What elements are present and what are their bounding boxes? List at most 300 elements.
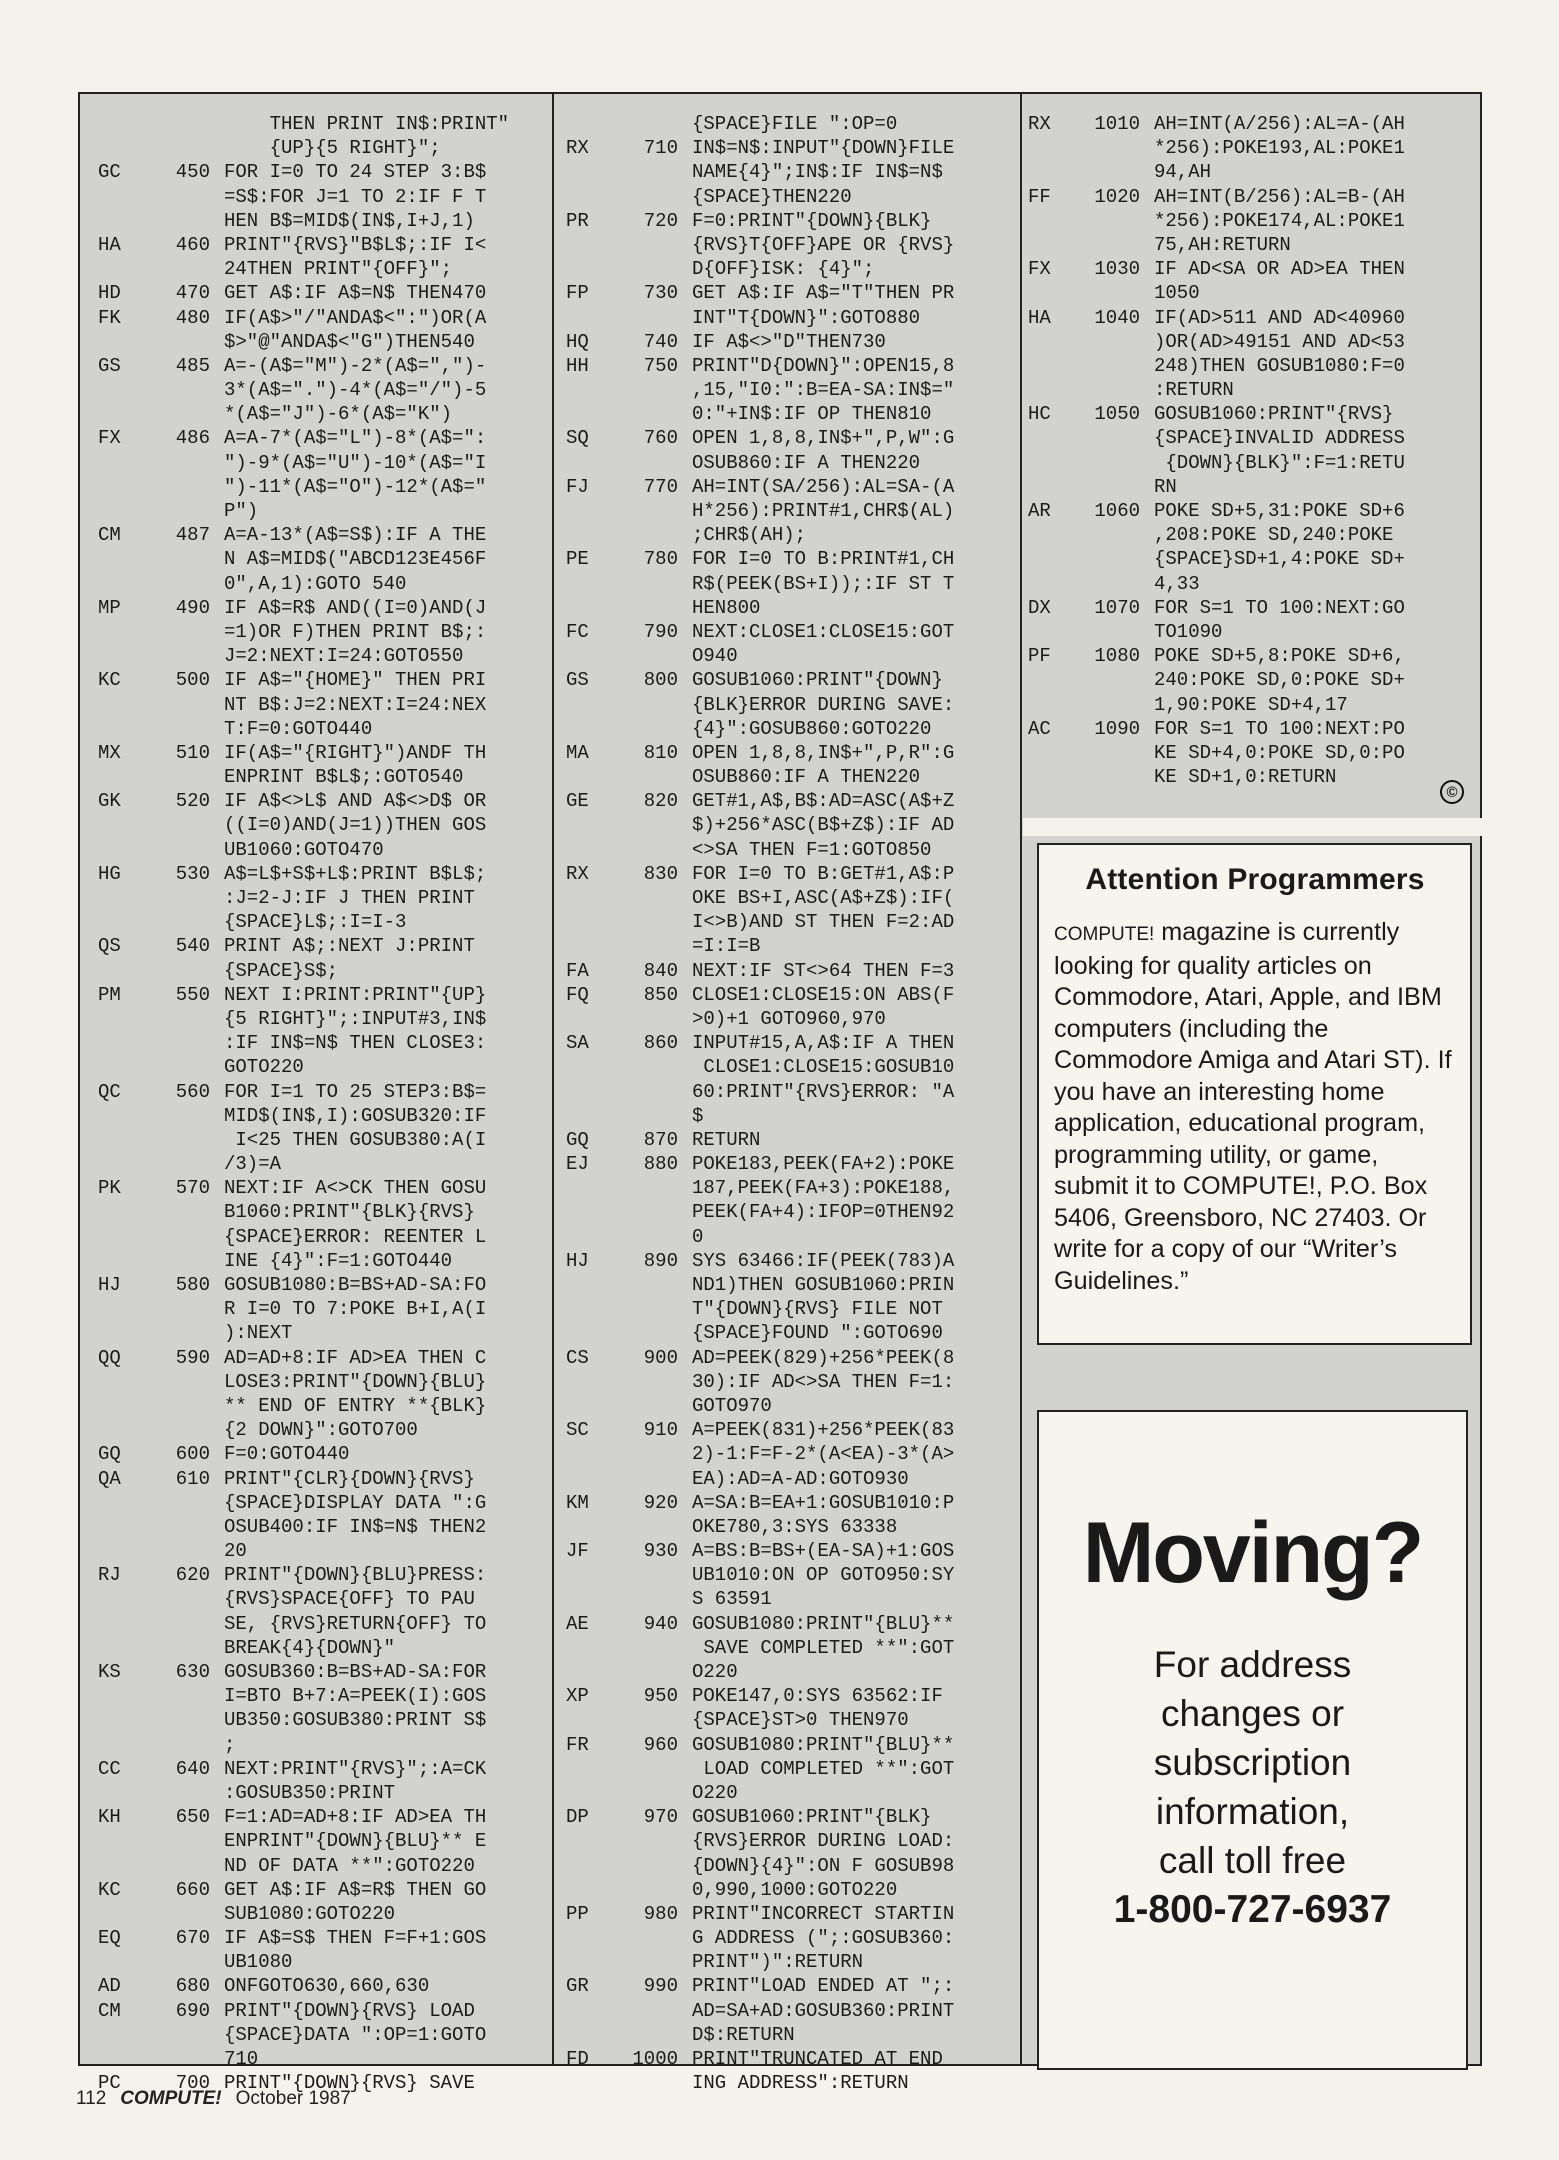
- listing-line: [98, 813, 528, 837]
- line-number: [612, 1854, 692, 1878]
- line-number: 480: [175, 306, 210, 329]
- line-number: [612, 1176, 692, 1200]
- line-number: 490: [175, 596, 210, 619]
- checksum-code: [566, 1950, 612, 1974]
- line-number: 1000: [632, 2048, 678, 2070]
- line-number: 920: [643, 1491, 678, 1514]
- line-number: [144, 209, 224, 233]
- code-text: HEN800: [692, 596, 761, 619]
- listing-line: [1028, 160, 1478, 184]
- code-text: F=0:GOTO440: [224, 1443, 350, 1466]
- line-number: [144, 1781, 224, 1805]
- listing-line: [566, 1152, 1006, 1176]
- code-text: *256):POKE193,AL:POKE1: [1154, 137, 1405, 160]
- listing-line: [566, 789, 1006, 813]
- listing-line: [566, 668, 1006, 692]
- listing-line: [566, 1926, 1006, 1950]
- checksum-code: [98, 959, 144, 983]
- listing-line: [1028, 547, 1478, 571]
- listing-line: [566, 547, 1006, 571]
- line-number: 510: [175, 741, 210, 764]
- code-text: POKE SD+5,8:POKE SD+6,: [1154, 645, 1405, 668]
- code-text: GET A$:IF A$="T"THEN PR: [692, 282, 955, 305]
- listing-line: [566, 1249, 1006, 1273]
- code-text: O940: [692, 645, 738, 668]
- code-text: *(A$="J")-6*(A$="K"): [224, 403, 453, 426]
- line-number: [144, 2047, 224, 2071]
- checksum-code: [98, 1249, 144, 1273]
- checksum-code: GC: [98, 161, 121, 184]
- checksum-code: [566, 838, 612, 862]
- checksum-code: FX: [98, 427, 121, 450]
- checksum-code: CM: [98, 524, 121, 547]
- checksum-code: [566, 233, 612, 257]
- code-text: :RETURN: [1154, 379, 1234, 402]
- checksum-code: [566, 1757, 612, 1781]
- listing-line: [566, 862, 1006, 886]
- listing-line: [98, 1515, 528, 1539]
- listing-line: [98, 378, 528, 402]
- checksum-code: CC: [98, 1757, 121, 1780]
- line-number: [1074, 741, 1154, 765]
- line-number: [1074, 209, 1154, 233]
- code-text: GOTO970: [692, 1394, 772, 1417]
- line-number: 460: [175, 233, 210, 256]
- listing-line: [98, 547, 528, 571]
- checksum-code: [98, 1854, 144, 1878]
- code-text: 1050: [1154, 282, 1200, 305]
- listing-line: [1028, 765, 1478, 789]
- line-number: [612, 1515, 692, 1539]
- listing-line: [566, 257, 1006, 281]
- listing-line: [566, 959, 1006, 983]
- checksum-code: RJ: [98, 1564, 121, 1587]
- line-number: 570: [175, 1177, 210, 1200]
- listing-line: [98, 910, 528, 934]
- code-text: PRINT"TRUNCATED AT END: [692, 2048, 943, 2070]
- checksum-code: [98, 1733, 144, 1757]
- code-text: KE SD+4,0:POKE SD,0:PO: [1154, 741, 1405, 764]
- listing-line: [1028, 644, 1478, 668]
- line-number: [612, 1394, 692, 1418]
- listing-line: [566, 1080, 1006, 1104]
- listing-line: [566, 1515, 1006, 1539]
- code-text: F=0:PRINT"{DOWN}{BLK}: [692, 209, 932, 232]
- line-number: [612, 1757, 692, 1781]
- line-number: 750: [643, 354, 678, 377]
- line-number: [612, 1370, 692, 1394]
- listing-line: [98, 160, 528, 184]
- line-number: 940: [643, 1612, 678, 1635]
- code-text: INE {4}":F=1:GOTO440: [224, 1249, 453, 1272]
- code-text: 2)-1:F=F-2*(A<EA)-3*(A>: [692, 1443, 955, 1466]
- line-number: [144, 2023, 224, 2047]
- code-text: A=A-13*(A$=S$):IF A THE: [224, 524, 487, 547]
- listing-column-3: [1028, 112, 1478, 789]
- code-text: NEXT:IF ST<>64 THEN F=3: [692, 959, 955, 982]
- listing-line: [98, 185, 528, 209]
- listing-line: [98, 644, 528, 668]
- listing-line: [98, 1829, 528, 1853]
- line-number: 640: [175, 1757, 210, 1780]
- code-text: D$:RETURN: [692, 2023, 795, 2046]
- listing-line: [1028, 354, 1478, 378]
- listing-line: [98, 499, 528, 523]
- checksum-code: [566, 1708, 612, 1732]
- listing-line: [1028, 717, 1478, 741]
- checksum-code: QA: [98, 1467, 121, 1490]
- line-number: 960: [643, 1733, 678, 1756]
- code-text: ;: [224, 1733, 236, 1756]
- listing-line: [98, 523, 528, 547]
- line-number: 730: [643, 282, 678, 305]
- listing-line: [1028, 112, 1478, 136]
- checksum-code: [98, 1491, 144, 1515]
- checksum-code: HH: [566, 354, 589, 377]
- checksum-code: [98, 886, 144, 910]
- code-text: {5 RIGHT}";:INPUT#3,IN$: [224, 1007, 487, 1030]
- checksum-code: [98, 451, 144, 475]
- listing-line: [98, 838, 528, 862]
- listing-line: [566, 499, 1006, 523]
- line-number: [144, 547, 224, 571]
- code-text: ING ADDRESS":RETURN: [692, 2072, 909, 2095]
- checksum-code: [1028, 523, 1074, 547]
- checksum-code: [566, 1878, 612, 1902]
- code-text: A=A-7*(A$="L")-8*(A$=":: [224, 427, 487, 450]
- code-text: G ADDRESS (";:GOSUB360:: [692, 1927, 955, 1950]
- checksum-code: [566, 1660, 612, 1684]
- listing-line: [98, 2023, 528, 2047]
- code-text: FOR I=1 TO 25 STEP3:B$=: [224, 1080, 487, 1103]
- code-text: BREAK{4}{DOWN}": [224, 1636, 396, 1659]
- listing-line: [566, 1128, 1006, 1152]
- listing-line: [98, 330, 528, 354]
- line-number: [144, 1612, 224, 1636]
- checksum-code: GE: [566, 790, 589, 813]
- line-number: 980: [643, 1902, 678, 1925]
- code-text: LOAD COMPLETED **":GOT: [692, 1757, 955, 1780]
- code-text: NEXT I:PRINT:PRINT"{UP}: [224, 983, 487, 1006]
- code-text: UB350:GOSUB380:PRINT S$: [224, 1709, 487, 1732]
- line-number: [1074, 668, 1154, 692]
- line-number: 840: [643, 959, 678, 982]
- line-number: 485: [175, 354, 210, 377]
- line-number: [612, 1926, 692, 1950]
- line-number: [612, 499, 692, 523]
- listing-line: [1028, 596, 1478, 620]
- checksum-code: RX: [1028, 113, 1051, 135]
- checksum-code: [98, 644, 144, 668]
- code-text: N A$=MID$("ABCD123E456F: [224, 548, 487, 571]
- listing-line: [98, 1370, 528, 1394]
- magazine-name: COMPUTE!: [120, 2088, 222, 2109]
- code-text: R I=0 TO 7:POKE B+I,A(I: [224, 1298, 487, 1321]
- line-number: [612, 1200, 692, 1224]
- listing-line: [1028, 741, 1478, 765]
- listing-line: [566, 572, 1006, 596]
- code-text: 94,AH: [1154, 161, 1212, 184]
- line-number: [144, 330, 224, 354]
- listing-line: [98, 209, 528, 233]
- listing-line: [98, 1080, 528, 1104]
- attention-title: Attention Programmers: [1085, 863, 1425, 896]
- line-number: [612, 1660, 692, 1684]
- line-number: [612, 112, 692, 136]
- code-text: AD=SA+AD:GOSUB360:PRINT: [692, 1999, 955, 2022]
- line-number: [144, 1636, 224, 1660]
- line-number: [612, 813, 692, 837]
- code-text: O220: [692, 1661, 738, 1683]
- checksum-code: [98, 910, 144, 934]
- code-text: PRINT")":RETURN: [692, 1951, 864, 1974]
- line-number: 1090: [1094, 717, 1140, 740]
- line-number: 450: [175, 161, 210, 184]
- checksum-code: [98, 330, 144, 354]
- line-number: [144, 886, 224, 910]
- listing-line: [566, 426, 1006, 450]
- listing-line: [566, 1950, 1006, 1974]
- code-text: 75,AH:RETURN: [1154, 233, 1291, 256]
- code-text: 3*(A$=".")-4*(A$="/")-5: [224, 379, 487, 402]
- line-number: [612, 233, 692, 257]
- checksum-code: PF: [1028, 645, 1051, 668]
- listing-line: [566, 1176, 1006, 1200]
- checksum-code: [566, 1587, 612, 1611]
- code-text: 30):IF AD<>SA THEN F=1:: [692, 1370, 955, 1393]
- checksum-code: [566, 160, 612, 184]
- checksum-code: [98, 1708, 144, 1732]
- line-number: [1074, 233, 1154, 257]
- listing-line: [566, 886, 1006, 910]
- checksum-code: RX: [566, 862, 589, 885]
- line-number: [612, 1781, 692, 1805]
- checksum-code: [98, 1902, 144, 1926]
- checksum-code: [98, 2023, 144, 2047]
- code-text: ;CHR$(AH);: [692, 524, 807, 547]
- listing-line: [98, 1152, 528, 1176]
- line-number: 540: [175, 935, 210, 958]
- code-text: A=PEEK(831)+256*PEEK(83: [692, 1419, 955, 1442]
- checksum-code: [566, 1225, 612, 1249]
- listing-line: [566, 1636, 1006, 1660]
- listing-line: [98, 1684, 528, 1708]
- line-number: [612, 1563, 692, 1587]
- checksum-code: [566, 451, 612, 475]
- listing-line: [98, 1805, 528, 1829]
- listing-line: [566, 1031, 1006, 1055]
- code-text: {DOWN}{BLK}":F=1:RETU: [1154, 451, 1405, 474]
- code-text: PRINT"{RVS}"B$L$;:IF I<: [224, 233, 487, 256]
- line-number: [612, 160, 692, 184]
- code-text: AD=PEEK(829)+256*PEEK(8: [692, 1346, 955, 1369]
- checksum-code: AE: [566, 1612, 589, 1635]
- listing-line: [98, 281, 528, 305]
- line-number: [144, 112, 224, 136]
- line-number: [1074, 426, 1154, 450]
- code-text: CLOSE1:CLOSE15:ON ABS(F: [692, 983, 955, 1006]
- code-text: HEN B$=MID$(IN$,I+J,1): [224, 209, 475, 232]
- listing-line: [1028, 475, 1478, 499]
- listing-line: [98, 789, 528, 813]
- checksum-code: [98, 1950, 144, 1974]
- copyright-icon: ©: [1440, 780, 1464, 804]
- line-number: 800: [643, 669, 678, 692]
- line-number: [612, 1636, 692, 1660]
- listing-line: [98, 1418, 528, 1442]
- line-number: [612, 1225, 692, 1249]
- checksum-code: FQ: [566, 983, 589, 1006]
- listing-line: [566, 1781, 1006, 1805]
- moving-line: call toll free: [1158, 1840, 1347, 1881]
- line-number: [612, 1878, 692, 1902]
- line-number: [612, 1467, 692, 1491]
- listing-line: [566, 1055, 1006, 1079]
- listing-line: [1028, 185, 1478, 209]
- listing-line: [566, 1346, 1006, 1370]
- moving-line: changes or: [1160, 1693, 1345, 1734]
- listing-line: [566, 983, 1006, 1007]
- checksum-code: [98, 1200, 144, 1224]
- checksum-code: [566, 1321, 612, 1345]
- code-text: {SPACE}DATA ":OP=1:GOTO: [224, 2023, 487, 2046]
- code-text: PRINT A$;:NEXT J:PRINT: [224, 935, 475, 958]
- line-number: 970: [643, 1806, 678, 1829]
- code-text: IN$=N$:INPUT"{DOWN}FILE: [692, 137, 955, 160]
- listing-column-2: [566, 112, 1006, 2095]
- line-number: [144, 765, 224, 789]
- listing-line: [566, 1200, 1006, 1224]
- code-text: F=1:AD=AD+8:IF AD>EA TH: [224, 1806, 487, 1829]
- checksum-code: FX: [1028, 258, 1051, 281]
- listing-line: [98, 620, 528, 644]
- column-divider: [552, 92, 554, 2066]
- listing-line: [98, 1007, 528, 1031]
- line-number: [144, 838, 224, 862]
- listing-line: [566, 112, 1006, 136]
- listing-line: [566, 330, 1006, 354]
- code-text: ((I=0)AND(J=1))THEN GOS: [224, 814, 487, 837]
- line-number: [612, 185, 692, 209]
- listing-line: [566, 1442, 1006, 1466]
- code-text: MID$(IN$,I):GOSUB320:IF: [224, 1104, 487, 1127]
- checksum-code: FC: [566, 620, 589, 643]
- code-text: $: [692, 1104, 704, 1127]
- moving-line: subscription: [1153, 1742, 1352, 1783]
- checksum-code: QC: [98, 1080, 121, 1103]
- code-text: ** END OF ENTRY **{BLK}: [224, 1394, 487, 1417]
- line-number: 487: [175, 524, 210, 547]
- line-number: [612, 838, 692, 862]
- checksum-code: [566, 644, 612, 668]
- line-number: [144, 1249, 224, 1273]
- checksum-code: [98, 1539, 144, 1563]
- checksum-code: [566, 185, 612, 209]
- listing-line: [98, 1563, 528, 1587]
- listing-line: [1028, 572, 1478, 596]
- checksum-code: [98, 1031, 144, 1055]
- code-text: 187,PEEK(FA+3):POKE188,: [692, 1177, 955, 1200]
- checksum-code: [98, 1394, 144, 1418]
- code-text: GET A$:IF A$=R$ THEN GO: [224, 1878, 487, 1901]
- checksum-code: [566, 1007, 612, 1031]
- code-text: :GOSUB350:PRINT: [224, 1781, 396, 1804]
- moving-body: [1039, 1640, 1466, 1934]
- line-number: [1074, 475, 1154, 499]
- code-text: ,208:POKE SD,240:POKE: [1154, 524, 1394, 547]
- line-number: [612, 886, 692, 910]
- checksum-code: JF: [566, 1540, 589, 1563]
- line-number: 590: [175, 1346, 210, 1369]
- line-number: 850: [643, 983, 678, 1006]
- line-number: 600: [175, 1443, 210, 1466]
- code-text: $>"@"ANDA$<"G")THEN540: [224, 330, 475, 353]
- line-number: [144, 257, 224, 281]
- code-text: POKE147,0:SYS 63562:IF: [692, 1685, 943, 1708]
- listing-line: [1028, 257, 1478, 281]
- code-text: {SPACE}SD+1,4:POKE SD+: [1154, 548, 1405, 571]
- listing-line: [98, 1757, 528, 1781]
- code-text: SE, {RVS}RETURN{OFF} TO: [224, 1612, 487, 1635]
- line-number: [612, 1321, 692, 1345]
- code-text: IF(A$>"/"ANDA$<":")OR(A: [224, 306, 487, 329]
- line-number: 1010: [1094, 113, 1140, 135]
- listing-line: [566, 1297, 1006, 1321]
- checksum-code: [1028, 765, 1074, 789]
- checksum-code: [98, 185, 144, 209]
- listing-line: [566, 1854, 1006, 1878]
- code-text: R$(PEEK(BS+I));:IF ST T: [692, 572, 955, 595]
- checksum-code: [98, 1104, 144, 1128]
- line-number: 820: [643, 790, 678, 813]
- line-number: [144, 378, 224, 402]
- code-text: INPUT#15,A,A$:IF A THEN: [692, 1032, 955, 1055]
- line-number: [1074, 136, 1154, 160]
- listing-line: [566, 1491, 1006, 1515]
- line-number: [612, 257, 692, 281]
- listing-line: [1028, 668, 1478, 692]
- line-number: 580: [175, 1274, 210, 1296]
- listing-line: [566, 1539, 1006, 1563]
- code-text: 4,33: [1154, 572, 1200, 595]
- listing-line: [1028, 426, 1478, 450]
- line-number: 910: [643, 1419, 678, 1442]
- code-text: {2 DOWN}":GOTO700: [224, 1419, 418, 1442]
- checksum-code: [98, 1152, 144, 1176]
- checksum-code: [1028, 668, 1074, 692]
- line-number: 1040: [1094, 306, 1140, 329]
- listing-line: [566, 2023, 1006, 2047]
- checksum-code: AC: [1028, 717, 1051, 740]
- checksum-code: [98, 402, 144, 426]
- listing-line: [566, 1418, 1006, 1442]
- listing-line: [566, 1225, 1006, 1249]
- line-number: [144, 620, 224, 644]
- checksum-code: [566, 717, 612, 741]
- checksum-code: PR: [566, 209, 589, 232]
- line-number: 680: [175, 1975, 210, 1998]
- listing-line: [98, 1176, 528, 1200]
- listing-line: [98, 1708, 528, 1732]
- code-text: A$=L$+S$+L$:PRINT B$L$;: [224, 862, 487, 885]
- line-number: [612, 523, 692, 547]
- checksum-code: [566, 1176, 612, 1200]
- checksum-code: GQ: [566, 1128, 589, 1151]
- line-number: 810: [643, 741, 678, 764]
- line-number: [144, 475, 224, 499]
- checksum-code: [566, 910, 612, 934]
- checksum-code: [98, 257, 144, 281]
